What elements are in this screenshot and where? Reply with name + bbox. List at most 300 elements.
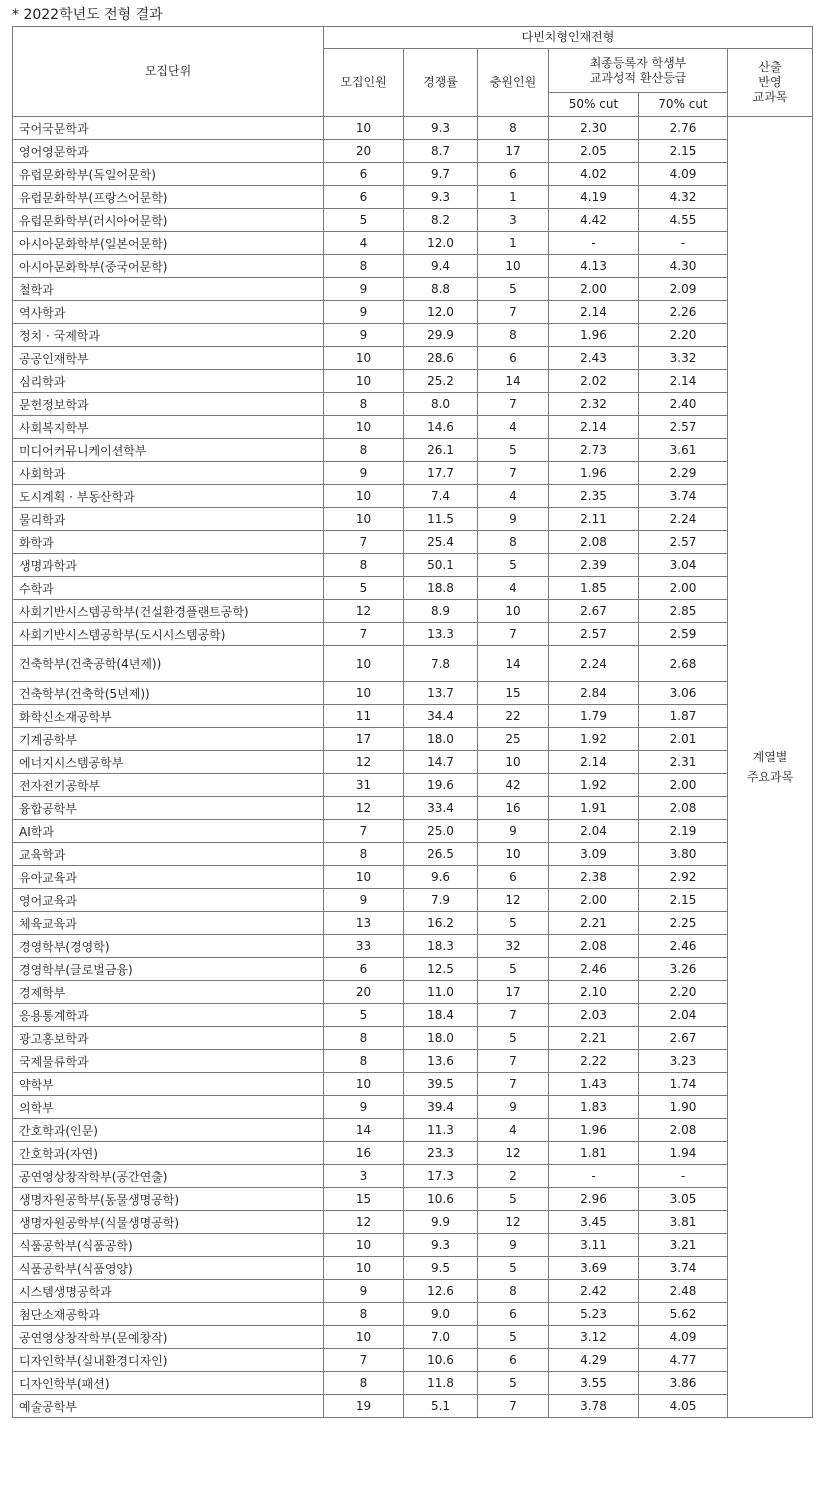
cell-recruit: 11 [324, 705, 404, 728]
cell-additional: 17 [478, 140, 549, 163]
table-row [13, 1395, 813, 1418]
cell-recruit: 8 [324, 843, 404, 866]
header-grade-line2: 교과성적 환산등급 [589, 70, 687, 85]
cell-additional: 5 [478, 958, 549, 981]
cell-unit-name: 영어교육과 [13, 889, 324, 912]
cell-unit-name: 국어국문학과 [13, 117, 324, 140]
cell-unit-name: 첨단소재공학과 [13, 1303, 324, 1326]
cell-unit-name: 간호학과(자연) [13, 1142, 324, 1165]
cell-competition: 14.6 [404, 416, 478, 439]
cell-additional: 7 [478, 1073, 549, 1096]
table-row [13, 186, 813, 209]
table-row [13, 623, 813, 646]
cell-recruit: 10 [324, 508, 404, 531]
table-row [13, 1004, 813, 1027]
cell-competition: 8.8 [404, 278, 478, 301]
cell-recruit: 10 [324, 1257, 404, 1280]
cell-competition: 9.3 [404, 117, 478, 140]
cell-recruit: 12 [324, 751, 404, 774]
cell-recruit: 8 [324, 554, 404, 577]
cell-additional: 1 [478, 186, 549, 209]
cell-additional: 32 [478, 935, 549, 958]
header-subject-line3: 교과목 [752, 90, 788, 104]
table-row [13, 1234, 813, 1257]
table-row [13, 820, 813, 843]
cell-additional: 5 [478, 439, 549, 462]
cell-competition: 39.4 [404, 1096, 478, 1119]
cell-unit-name: 기계공학부 [13, 728, 324, 751]
cell-unit-name: 수학과 [13, 577, 324, 600]
cell-cut50: 2.35 [549, 485, 639, 508]
table-row [13, 508, 813, 531]
cell-competition: 8.0 [404, 393, 478, 416]
cell-cut50: 1.81 [549, 1142, 639, 1165]
table-row [13, 1027, 813, 1050]
cell-unit-name: 국제물류학과 [13, 1050, 324, 1073]
cell-recruit: 5 [324, 209, 404, 232]
cell-additional: 10 [478, 600, 549, 623]
cell-cut50: 4.19 [549, 186, 639, 209]
cell-cut70: 3.04 [639, 554, 728, 577]
cell-cut70: 5.62 [639, 1303, 728, 1326]
cell-competition: 8.2 [404, 209, 478, 232]
cell-unit-name: 아시아문화학부(일본어문학) [13, 232, 324, 255]
cell-unit-name: 사회복지학부 [13, 416, 324, 439]
cell-recruit: 6 [324, 163, 404, 186]
cell-cut70: 2.57 [639, 531, 728, 554]
cell-recruit: 9 [324, 1096, 404, 1119]
cell-additional: 7 [478, 301, 549, 324]
cell-recruit: 7 [324, 820, 404, 843]
cell-unit-name: 광고홍보학과 [13, 1027, 324, 1050]
table-row [13, 1142, 813, 1165]
table-row [13, 393, 813, 416]
cell-cut50: 3.12 [549, 1326, 639, 1349]
cell-cut70: 1.94 [639, 1142, 728, 1165]
cell-cut70: 2.00 [639, 774, 728, 797]
cell-cut70: 2.25 [639, 912, 728, 935]
cell-additional: 5 [478, 1188, 549, 1211]
cell-cut70: 4.09 [639, 1326, 728, 1349]
cell-recruit: 8 [324, 255, 404, 278]
table-row [13, 1165, 813, 1188]
table-row [13, 797, 813, 820]
cell-additional: 4 [478, 416, 549, 439]
cell-additional: 14 [478, 370, 549, 393]
cell-recruit: 13 [324, 912, 404, 935]
cell-recruit: 8 [324, 393, 404, 416]
cell-competition: 18.0 [404, 728, 478, 751]
cell-competition: 8.7 [404, 140, 478, 163]
cell-unit-name: 생명과학과 [13, 554, 324, 577]
cell-unit-name: 경제학부 [13, 981, 324, 1004]
cell-cut50: 2.67 [549, 600, 639, 623]
cell-unit-name: 간호학과(인문) [13, 1119, 324, 1142]
cell-recruit: 10 [324, 866, 404, 889]
cell-recruit: 9 [324, 278, 404, 301]
cell-unit-name: 융합공학부 [13, 797, 324, 820]
cell-competition: 9.9 [404, 1211, 478, 1234]
cell-recruit: 7 [324, 623, 404, 646]
cell-recruit: 9 [324, 324, 404, 347]
cell-additional: 5 [478, 1372, 549, 1395]
cell-unit-name: 역사학과 [13, 301, 324, 324]
cell-cut70: - [639, 232, 728, 255]
header-recruit: 모집인원 [324, 49, 404, 117]
cell-recruit: 10 [324, 1073, 404, 1096]
cell-cut50: 2.08 [549, 531, 639, 554]
header-cut70: 70% cut [639, 93, 728, 117]
table-row [13, 301, 813, 324]
cell-unit-name: 전자전기공학부 [13, 774, 324, 797]
header-grade-line1: 최종등록자 학생부 [589, 55, 687, 70]
cell-additional: 2 [478, 1165, 549, 1188]
table-row [13, 1257, 813, 1280]
cell-cut50: 1.43 [549, 1073, 639, 1096]
table-row [13, 1326, 813, 1349]
cell-cut50: 2.10 [549, 981, 639, 1004]
table-row [13, 278, 813, 301]
cell-cut50: 3.78 [549, 1395, 639, 1418]
table-row [13, 600, 813, 623]
cell-cut70: 2.09 [639, 278, 728, 301]
table-row [13, 209, 813, 232]
cell-additional: 17 [478, 981, 549, 1004]
cell-cut70: 3.32 [639, 347, 728, 370]
cell-unit-name: 에너지시스템공학부 [13, 751, 324, 774]
cell-cut70: 2.92 [639, 866, 728, 889]
cell-competition: 7.9 [404, 889, 478, 912]
cell-cut50: 2.42 [549, 1280, 639, 1303]
cell-unit-name: 철학과 [13, 278, 324, 301]
table-row [13, 981, 813, 1004]
cell-unit-name: 건축학부(건축학(5년제)) [13, 682, 324, 705]
cell-competition: 8.9 [404, 600, 478, 623]
cell-cut50: 1.83 [549, 1096, 639, 1119]
cell-cut70: 1.87 [639, 705, 728, 728]
cell-recruit: 7 [324, 1349, 404, 1372]
header-grade [549, 49, 728, 93]
cell-cut70: 2.40 [639, 393, 728, 416]
cell-competition: 13.3 [404, 623, 478, 646]
cell-recruit: 12 [324, 1211, 404, 1234]
cell-additional: 9 [478, 820, 549, 843]
cell-recruit: 6 [324, 958, 404, 981]
cell-cut50: - [549, 1165, 639, 1188]
cell-additional: 7 [478, 623, 549, 646]
cell-unit-name: 경영학부(경영학) [13, 935, 324, 958]
cell-cut70: 3.86 [639, 1372, 728, 1395]
cell-competition: 18.4 [404, 1004, 478, 1027]
cell-competition: 13.7 [404, 682, 478, 705]
table-row [13, 577, 813, 600]
cell-competition: 17.7 [404, 462, 478, 485]
cell-recruit: 5 [324, 1004, 404, 1027]
cell-recruit: 8 [324, 1027, 404, 1050]
cell-unit-name: 유아교육과 [13, 866, 324, 889]
cell-cut70: 3.26 [639, 958, 728, 981]
cell-competition: 9.7 [404, 163, 478, 186]
cell-competition: 50.1 [404, 554, 478, 577]
cell-cut50: 2.04 [549, 820, 639, 843]
cell-competition: 12.0 [404, 232, 478, 255]
cell-cut50: 2.24 [549, 646, 639, 682]
cell-cut50: 2.96 [549, 1188, 639, 1211]
cell-recruit: 17 [324, 728, 404, 751]
cell-unit-name: 체육교육과 [13, 912, 324, 935]
cell-additional: 6 [478, 1349, 549, 1372]
cell-cut50: 2.14 [549, 751, 639, 774]
cell-recruit: 8 [324, 1050, 404, 1073]
cell-competition: 26.5 [404, 843, 478, 866]
cell-additional: 10 [478, 843, 549, 866]
cell-unit-name: 아시아문화학부(중국어문학) [13, 255, 324, 278]
cell-additional: 10 [478, 751, 549, 774]
cell-recruit: 6 [324, 186, 404, 209]
cell-unit-name: 미디어커뮤니케이션학부 [13, 439, 324, 462]
cell-competition: 12.6 [404, 1280, 478, 1303]
cell-cut50: 1.92 [549, 774, 639, 797]
cell-additional: 8 [478, 324, 549, 347]
cell-unit-name: 생명자원공학부(동물생명공학) [13, 1188, 324, 1211]
table-row [13, 370, 813, 393]
table-row [13, 866, 813, 889]
table-row [13, 958, 813, 981]
cell-cut50: 3.11 [549, 1234, 639, 1257]
cell-unit-name: 의학부 [13, 1096, 324, 1119]
table-caption: * 2022학년도 전형 결과 [12, 7, 163, 23]
cell-unit-name: 디자인학부(실내환경디자인) [13, 1349, 324, 1372]
cell-cut50: 2.84 [549, 682, 639, 705]
cell-recruit: 33 [324, 935, 404, 958]
cell-unit-name: 정치 · 국제학과 [13, 324, 324, 347]
cell-recruit: 10 [324, 485, 404, 508]
cell-recruit: 10 [324, 347, 404, 370]
cell-cut50: 2.39 [549, 554, 639, 577]
cell-unit-name: 시스템생명공학과 [13, 1280, 324, 1303]
cell-additional: 5 [478, 554, 549, 577]
cell-cut70: 3.74 [639, 485, 728, 508]
cell-cut70: 4.77 [639, 1349, 728, 1372]
cell-unit-name: 물리학과 [13, 508, 324, 531]
cell-competition: 29.9 [404, 324, 478, 347]
cell-additional: 15 [478, 682, 549, 705]
cell-cut70: 4.09 [639, 163, 728, 186]
cell-cut70: 2.24 [639, 508, 728, 531]
cell-competition: 11.3 [404, 1119, 478, 1142]
cell-competition: 17.3 [404, 1165, 478, 1188]
cell-competition: 5.1 [404, 1395, 478, 1418]
header-group: 다빈치형인재전형 [324, 27, 813, 49]
cell-cut50: 3.69 [549, 1257, 639, 1280]
cell-recruit: 20 [324, 140, 404, 163]
cell-competition: 9.6 [404, 866, 478, 889]
cell-recruit: 7 [324, 531, 404, 554]
cell-cut50: 1.96 [549, 1119, 639, 1142]
cell-additional: 5 [478, 1257, 549, 1280]
cell-cut50: 5.23 [549, 1303, 639, 1326]
table-row [13, 554, 813, 577]
cell-cut70: 4.55 [639, 209, 728, 232]
cell-cut50: 2.32 [549, 393, 639, 416]
cell-cut70: 2.76 [639, 117, 728, 140]
table-row [13, 843, 813, 866]
cell-cut50: 1.96 [549, 324, 639, 347]
cell-additional: 42 [478, 774, 549, 797]
cell-unit-name: 응용통계학과 [13, 1004, 324, 1027]
cell-recruit: 12 [324, 797, 404, 820]
cell-cut70: 2.15 [639, 140, 728, 163]
table-row [13, 255, 813, 278]
cell-competition: 7.0 [404, 1326, 478, 1349]
cell-cut70: 2.59 [639, 623, 728, 646]
cell-unit-name: 화학과 [13, 531, 324, 554]
cell-cut70: 3.74 [639, 1257, 728, 1280]
table-row [13, 935, 813, 958]
table-row [13, 1349, 813, 1372]
cell-recruit: 10 [324, 682, 404, 705]
cell-cut70: 3.05 [639, 1188, 728, 1211]
cell-unit-name: 유럽문화학부(러시아어문학) [13, 209, 324, 232]
cell-unit-name: 디자인학부(패션) [13, 1372, 324, 1395]
admission-results-table [12, 26, 813, 1418]
cell-additional: 8 [478, 117, 549, 140]
cell-cut50: 2.03 [549, 1004, 639, 1027]
cell-cut70: 4.32 [639, 186, 728, 209]
cell-cut70: 2.68 [639, 646, 728, 682]
cell-cut70: - [639, 1165, 728, 1188]
table-body [13, 117, 813, 1418]
cell-cut50: 2.21 [549, 912, 639, 935]
cell-cut70: 3.23 [639, 1050, 728, 1073]
cell-cut70: 2.14 [639, 370, 728, 393]
cell-cut70: 3.21 [639, 1234, 728, 1257]
header-cut50: 50% cut [549, 93, 639, 117]
cell-cut50: 2.00 [549, 889, 639, 912]
cell-additional: 5 [478, 278, 549, 301]
cell-cut70: 3.61 [639, 439, 728, 462]
header-additional: 충원인원 [478, 49, 549, 117]
table-header [13, 27, 813, 117]
cell-cut70: 2.01 [639, 728, 728, 751]
cell-competition: 25.4 [404, 531, 478, 554]
header-subject-line2: 반영 [758, 75, 782, 89]
cell-competition: 12.5 [404, 958, 478, 981]
cell-cut70: 2.15 [639, 889, 728, 912]
cell-competition: 25.2 [404, 370, 478, 393]
cell-unit-name: 경영학부(글로벌금융) [13, 958, 324, 981]
cell-competition: 18.0 [404, 1027, 478, 1050]
cell-cut70: 2.19 [639, 820, 728, 843]
cell-unit-name: 사회기반시스템공학부(건설환경플랜트공학) [13, 600, 324, 623]
cell-unit-name: 화학신소재공학부 [13, 705, 324, 728]
cell-competition: 9.3 [404, 1234, 478, 1257]
cell-unit-name: 식품공학부(식품영양) [13, 1257, 324, 1280]
table-row [13, 1119, 813, 1142]
cell-competition: 9.5 [404, 1257, 478, 1280]
cell-unit-name: AI학과 [13, 820, 324, 843]
table-row [13, 774, 813, 797]
cell-unit-name: 유럽문화학부(프랑스어문학) [13, 186, 324, 209]
cell-cut70: 1.74 [639, 1073, 728, 1096]
cell-cut50: 2.11 [549, 508, 639, 531]
cell-cut70: 2.08 [639, 1119, 728, 1142]
cell-cut70: 2.46 [639, 935, 728, 958]
cell-recruit: 9 [324, 301, 404, 324]
cell-cut50: 2.57 [549, 623, 639, 646]
cell-additional: 3 [478, 209, 549, 232]
cell-cut70: 2.31 [639, 751, 728, 774]
cell-cut50: 4.42 [549, 209, 639, 232]
cell-unit-name: 예술공학부 [13, 1395, 324, 1418]
header-competition: 경쟁률 [404, 49, 478, 117]
cell-cut50: 3.09 [549, 843, 639, 866]
cell-cut50: 1.91 [549, 797, 639, 820]
cell-cut50: 3.45 [549, 1211, 639, 1234]
cell-competition: 10.6 [404, 1188, 478, 1211]
cell-competition: 9.0 [404, 1303, 478, 1326]
cell-cut70: 2.26 [639, 301, 728, 324]
cell-cut70: 2.29 [639, 462, 728, 485]
cell-cut70: 1.90 [639, 1096, 728, 1119]
table-row [13, 1372, 813, 1395]
cell-recruit: 5 [324, 577, 404, 600]
header-unit: 모집단위 [13, 27, 324, 117]
cell-additional: 7 [478, 1004, 549, 1027]
table-row [13, 324, 813, 347]
cell-recruit: 16 [324, 1142, 404, 1165]
cell-cut50: 1.92 [549, 728, 639, 751]
cell-competition: 39.5 [404, 1073, 478, 1096]
cell-recruit: 10 [324, 416, 404, 439]
cell-unit-name: 문헌정보학과 [13, 393, 324, 416]
cell-cut50: 2.02 [549, 370, 639, 393]
cell-cut70: 2.04 [639, 1004, 728, 1027]
cell-competition: 9.3 [404, 186, 478, 209]
cell-competition: 33.4 [404, 797, 478, 820]
table-row [13, 439, 813, 462]
cell-cut50: 3.55 [549, 1372, 639, 1395]
cell-recruit: 10 [324, 1326, 404, 1349]
table-row [13, 1096, 813, 1119]
cell-unit-name: 교육학과 [13, 843, 324, 866]
cell-competition: 34.4 [404, 705, 478, 728]
cell-additional: 22 [478, 705, 549, 728]
cell-cut70: 4.05 [639, 1395, 728, 1418]
cell-cut70: 2.57 [639, 416, 728, 439]
cell-competition: 9.4 [404, 255, 478, 278]
cell-additional: 8 [478, 531, 549, 554]
cell-competition: 16.2 [404, 912, 478, 935]
table-row [13, 912, 813, 935]
cell-recruit: 10 [324, 117, 404, 140]
cell-competition: 18.3 [404, 935, 478, 958]
cell-additional: 6 [478, 866, 549, 889]
cell-competition: 18.8 [404, 577, 478, 600]
cell-recruit: 20 [324, 981, 404, 1004]
cell-subject-note [728, 117, 813, 1418]
cell-competition: 12.0 [404, 301, 478, 324]
table-row [13, 1280, 813, 1303]
cell-additional: 7 [478, 393, 549, 416]
cell-additional: 5 [478, 912, 549, 935]
cell-cut50: 2.30 [549, 117, 639, 140]
table-row [13, 751, 813, 774]
cell-recruit: 9 [324, 462, 404, 485]
subject-note-line2: 주요과목 [746, 770, 794, 784]
cell-cut70: 3.80 [639, 843, 728, 866]
cell-additional: 7 [478, 1050, 549, 1073]
